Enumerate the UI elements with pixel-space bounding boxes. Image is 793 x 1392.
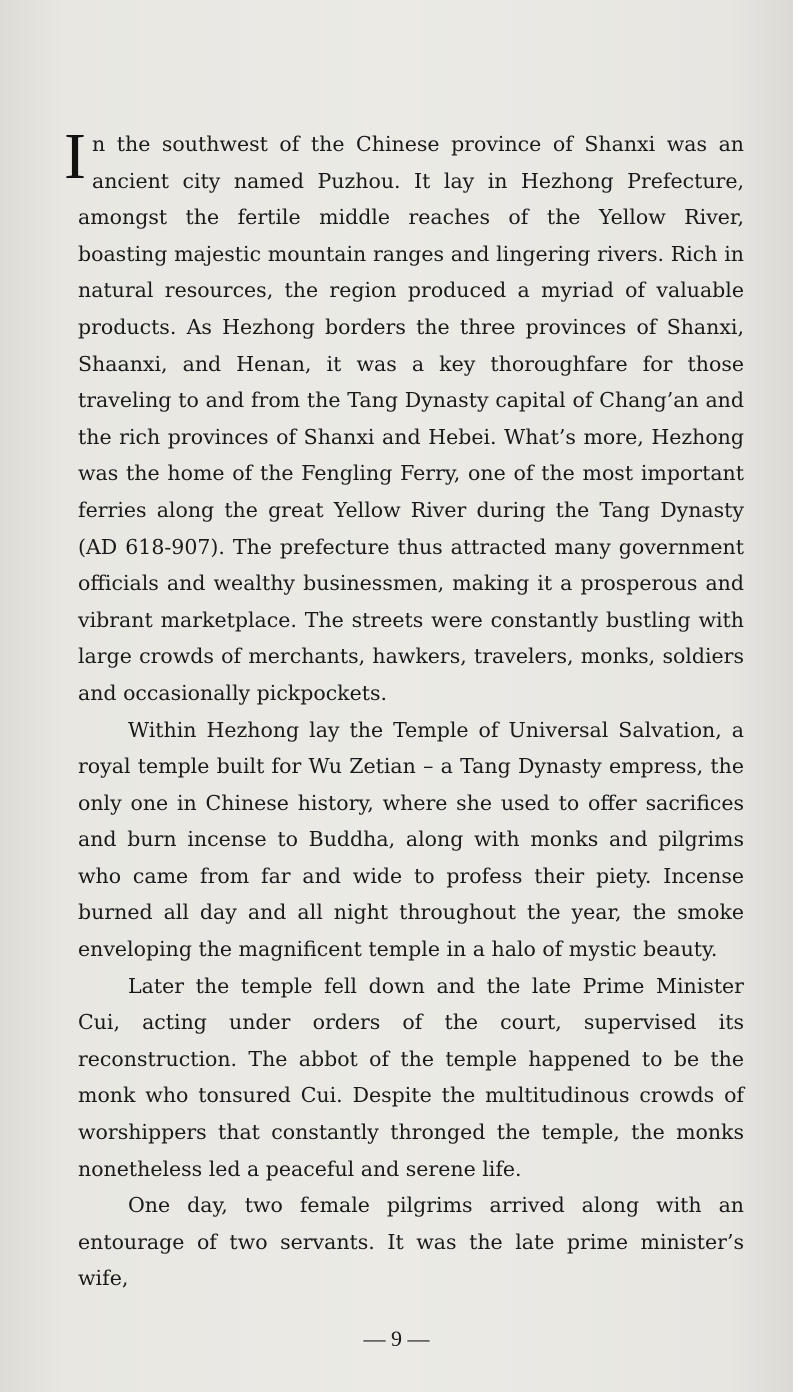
- paragraph-1-text: n the southwest of the Chinese province of Shanxi was an ancient city named Puzhou. It lay in Hezhong Prefecture, amongst the fertile middle reaches of the Yellow River, boasting majestic mountain ranges and lingering rivers. Rich in natural resources, the region produced a myriad of valuable products. As Hezhong borders the three provinces of Shanxi, Shaanxi, and Henan, it was a key thoroughfare for those traveling to and from the Tang Dynasty capital of Chang’an and the rich provinces of Shanxi and Hebei. What’s more, Hezhong was the home of the Fengling Ferry, one of the most important ferries along the great Yellow River during the Tang Dynasty (AD 618-907). The prefecture thus attracted many government officials and wealthy businessmen, making it a prosperous and vibrant marketplace. The streets were constantly bustling with large crowds of merchants, hawkers, travelers, monks, soldiers and occasionally pickpockets.: [78, 132, 744, 705]
- drop-cap: I: [64, 120, 86, 193]
- paragraph-4: One day, two female pilgrims arrived along with an entourage of two servants. It was the late prime minister’s wife,: [78, 1193, 744, 1291]
- page-number: — 9 —: [363, 1326, 430, 1351]
- paragraph-1: [64, 120, 744, 712]
- paragraph-3: Later the temple fell down and the late Prime Minister Cui, acting under orders of the court, supervised its reconstruction. The abbot of the temple happened to be the monk who tonsured Cui. Despite the multitudinous crowds of worshippers that constantly thronged the temple, the monks nonetheless led a peaceful and serene life.: [78, 973, 744, 1181]
- paragraph-2: Within Hezhong lay the Temple of Universal Salvation, a royal temple built for Wu Zetian – a Tang Dynasty empress, the only one in Chinese history, where she used to offer sacrifices and burn incense to Buddha, along with monks and pilgrims who came from far and wide to profess their piety. Incense burned all day and all night throughout the year, the smoke enveloping the magnificent temple in a halo of mystic beauty.: [78, 717, 744, 962]
- body-text: [64, 120, 744, 1297]
